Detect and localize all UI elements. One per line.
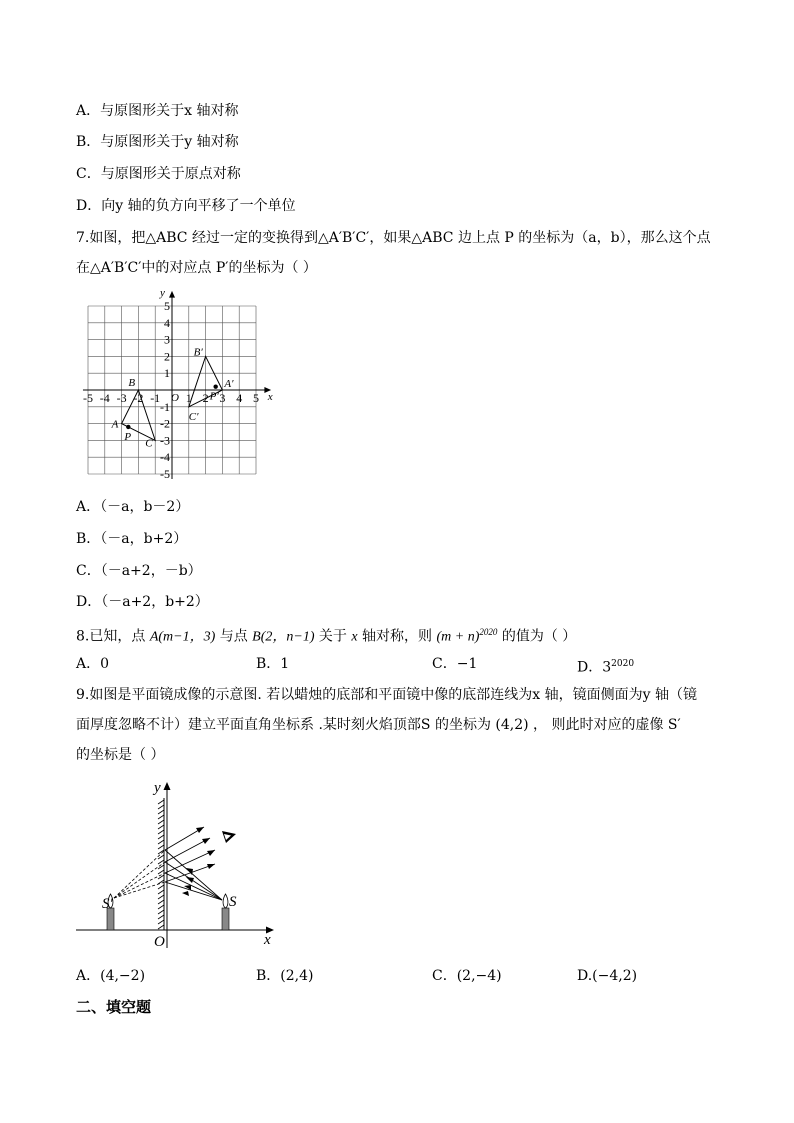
mirror-hatch	[158, 890, 164, 894]
y-tick-label: -1	[160, 399, 170, 414]
q9-stem-line3: 的坐标是（ ）	[76, 747, 165, 763]
x-tick-label: -5	[83, 391, 93, 405]
q6-option-a: A．与原图形关于x 轴对称	[76, 103, 239, 119]
y-tick-label: -4	[160, 450, 170, 465]
y-tick-label: -2	[160, 416, 170, 431]
s-prime-label: S′	[102, 896, 113, 912]
x-tick-label: 1	[185, 391, 192, 405]
q8-mid2: 关于	[314, 628, 352, 645]
mirror-hatch	[158, 820, 164, 824]
origin-label: O	[171, 392, 179, 404]
point-label-p: P	[124, 430, 132, 443]
y-tick-label: -5	[160, 467, 170, 480]
q7-option-c: C．（－a+2，－b）	[76, 563, 202, 579]
q7-stem-line1: 7.如图，把△ABC 经过一定的变换得到△A′B′C′，如果△ABC 边上点 P 的坐标为（a，b），那么这个点	[76, 230, 711, 246]
y-tick-label: 2	[164, 349, 170, 364]
q8-axis: x	[351, 629, 358, 645]
q7-option-d: D．（－a+2，b+2）	[76, 594, 209, 610]
q8-point-a: A(m−1，3)	[149, 629, 216, 645]
x-tick-label: 4	[236, 391, 243, 405]
q6-option-b: B．与原图形关于y 轴对称	[76, 134, 239, 150]
x-tick-label: 5	[253, 391, 259, 405]
q8-suffix: 轴对称，则	[357, 628, 437, 645]
mirror-hatch	[158, 865, 164, 869]
y-tick-label: 5	[164, 299, 170, 313]
y-axis-label: y	[160, 288, 165, 299]
q7-option-a: A．（－a，b－2）	[76, 499, 190, 515]
mirror-hatch	[158, 915, 164, 919]
q9-option-a: A．(4,−2)	[76, 968, 146, 984]
q9-option-b: B．(2,4)	[256, 968, 314, 984]
x-tick-label: -3	[116, 391, 127, 405]
vertex-label-c-prime: C′	[188, 410, 199, 423]
q8-option-b: B．1	[256, 656, 290, 672]
q8-option-d: D．$3^{2020}$	[577, 659, 635, 676]
mirror-hatch	[158, 830, 164, 834]
q6-option-d: D．向y 轴的负方向平移了一个单位	[76, 198, 296, 214]
y-tick-label: 3	[164, 332, 170, 347]
mirror-hatch	[158, 835, 164, 839]
mirror-hatch	[158, 900, 164, 904]
q8-stem	[76, 622, 576, 648]
mirror-hatch	[158, 825, 164, 829]
q8-option-a: A．0	[76, 656, 110, 672]
q8-end: 的值为（ ）	[497, 628, 577, 645]
mirror-hatch	[158, 815, 164, 819]
mirror-hatch	[158, 800, 164, 804]
mirror-hatch	[158, 805, 164, 809]
q8-point-b: B(2，n−1)	[252, 629, 315, 645]
mirror-hatch	[158, 885, 164, 889]
point-p	[126, 425, 130, 429]
s-label: S	[229, 894, 237, 910]
q9-option-c: C．(2,−4)	[432, 968, 502, 984]
x-axis-label: x	[267, 391, 273, 403]
mirror-hatch	[158, 895, 164, 899]
q7-stem-line2: 在△A′B′C′中的对应点 P′的坐标为（ ）	[76, 260, 317, 276]
y-axis-arrow	[169, 291, 175, 298]
x-tick-label: -2	[133, 391, 144, 405]
mirror-hatch	[158, 870, 164, 874]
mirror-hatch	[158, 910, 164, 914]
q7-option-b: B．（－a，b+2）	[76, 531, 188, 547]
q7-coordinate-graph	[78, 288, 278, 480]
mirror-hatch	[158, 845, 164, 849]
vertex-label-c: C	[145, 437, 153, 450]
point-label-p-prime: P′	[209, 390, 219, 403]
vertex-label-a-prime: A′	[224, 378, 234, 390]
y-tick-label: 4	[164, 315, 170, 330]
mirror-hatch	[158, 905, 164, 909]
mirror-hatch	[158, 810, 164, 814]
x-tick-label: -4	[99, 391, 110, 405]
q8-mid: 与点	[215, 628, 253, 645]
q9-option-d: D.(−4,2)	[577, 968, 638, 984]
q9-stem-line2: 面厚度忽略不计）建立平面直角坐标系 .某时刻火焰顶部S 的坐标为 (4,2) ， 则此时对应的虚像 S′	[76, 717, 681, 733]
q8-exponent: 2020	[479, 627, 498, 637]
q8-expr: (m + n)	[436, 629, 480, 645]
mirror-hatch	[158, 880, 164, 884]
vertex-labels	[111, 288, 273, 449]
y-tick-label: -3	[160, 433, 170, 448]
x-tick-label: 3	[219, 391, 226, 405]
q9-stem-line1: 9.如图是平面镜成像的示意图. 若以蜡烛的底部和平面镜中像的底部连线为x 轴，镜面侧面为y 轴（镜	[76, 687, 697, 703]
mirror-hatch	[158, 925, 164, 929]
origin-label: O	[154, 934, 165, 950]
q8-option-c: C．−1	[432, 656, 478, 672]
q9-mirror-figure	[74, 776, 284, 952]
axes	[83, 291, 271, 479]
mirror-hatch	[158, 840, 164, 844]
vertex-label-b: B	[128, 377, 136, 389]
point-p-prime	[213, 384, 217, 388]
y-axis-label: y	[154, 780, 161, 796]
eye-icon	[222, 831, 236, 843]
x-tick-label: -1	[150, 391, 161, 405]
q8-prefix: 8.已知，点	[76, 628, 150, 645]
vertex-label-b-prime: B′	[193, 346, 203, 359]
y-tick-label: 1	[164, 366, 170, 381]
q6-option-c: C．与原图形关于原点对称	[76, 166, 241, 182]
x-axis-label: x	[264, 932, 271, 948]
vertex-label-a: A	[111, 418, 119, 431]
section-heading: 二、填空题	[76, 998, 152, 1016]
mirror-hatch	[158, 920, 164, 924]
x-tick-label: 2	[202, 391, 209, 405]
